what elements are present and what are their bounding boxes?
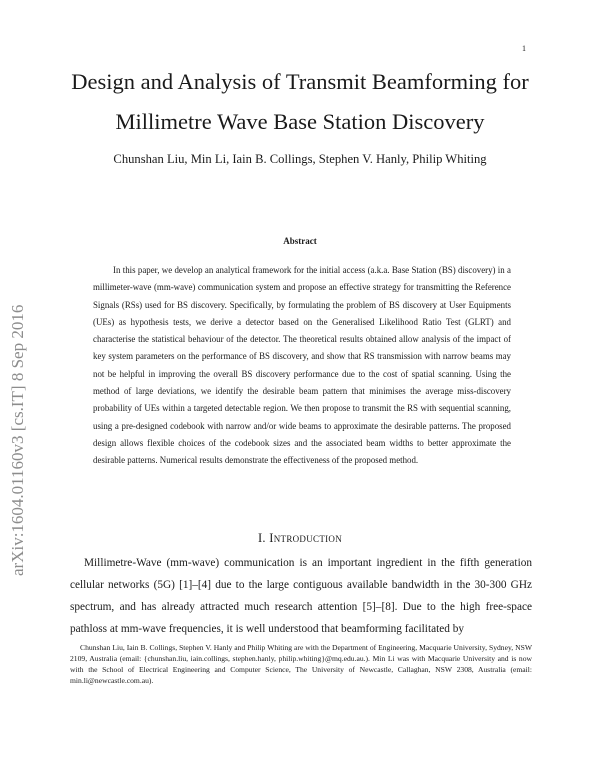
page-number: 1 (522, 44, 526, 53)
introduction-text: Millimetre-Wave (mm-wave) communication is an important ingredient in the fifth generation cellular networks (5G) [1]–[4] due to the large contiguous available bandwidth in the 30-300 GHz spectrum, and has already attracted much research attention [5]–[8]. Due to the high free-space pathloss at mm-wave frequencies, it is well understood that beamforming facilitated by (70, 557, 532, 635)
author-affiliation-footnote: Chunshan Liu, Iain B. Collings, Stephen V. Hanly and Philip Whiting are with the Department of Engineering, Macquarie University, Sydney, NSW 2109, Australia (email: {chunshan.liu, iain.collings, stephen.hanly, philip.whiting}@mq.edu.au.). Min Li was with Macquarie University and is now with the School of Electrical Engineering and Computer Science, The University of Newcastle, Callaghan, NSW 2308, Australia (email: min.li@newcastle.com.au). (70, 643, 532, 685)
section-heading-introduction: I. Introduction (257, 531, 343, 545)
arxiv-identifier-stamp: arXiv:1604.01160v3 [cs.IT] 8 Sep 2016 (8, 304, 27, 576)
abstract-text: In this paper, we develop an analytical framework for the initial access (a.k.a. Base Station (BS) discovery) in a millimeter-wave (mm-wave) communication system and propose an effective strategy for transmitting the Reference Signals (RSs) used for BS discovery. Specifically, by formulating the problem of BS discovery at User Equipments (UEs) as hypothesis tests, we derive a detector based on the Generalised Likelihood Ratio Test (GLRT) and characterise the statistical behaviour of the detector. The theoretical results obtained allow analysis of the impact of key system parameters on the performance of BS discovery, and show that RS transmission with narrow beams may not be helpful in improving the overall BS discovery performance due to the cost of spatial scanning. Using the method of large deviations, we identify the desirable beam pattern that minimises the average miss-discovery probability of UEs within a targeted detectable region. We then propose to transmit the RS with sequential scanning, using a pre-designed codebook with narrow and/or wide beams to approximate the desirable patterns. The proposed design allows flexible choices of the codebook sizes and the associated beam widths to better approximate the desirable patterns. Numerical results demonstrate the effectiveness of the proposed method. (93, 265, 511, 466)
author-list: Chunshan Liu, Min Li, Iain B. Collings, Stephen V. Hanly, Philip Whiting (113, 152, 487, 166)
abstract-heading: Abstract (283, 236, 317, 246)
paper-title: Design and Analysis of Transmit Beamforming for Millimetre Wave Base Station Discovery (71, 69, 529, 134)
